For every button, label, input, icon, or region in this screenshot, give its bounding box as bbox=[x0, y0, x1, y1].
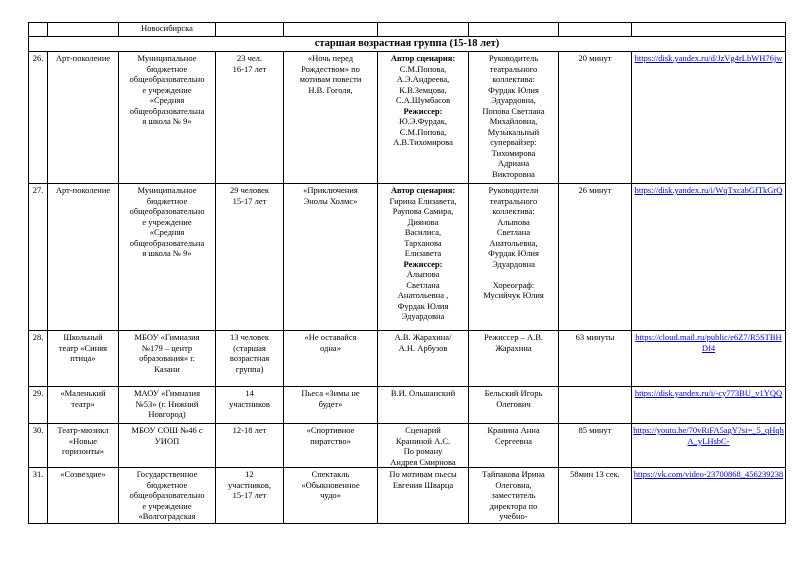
video-link[interactable]: https://disk.yandex.ru/d/JzVg4rLbWH76jw bbox=[634, 53, 783, 63]
row-number-cell: 27. bbox=[29, 184, 48, 331]
video-link-cell bbox=[632, 331, 786, 387]
video-link-cell bbox=[632, 23, 786, 37]
script-author-cell: В.И. Ольшанский bbox=[378, 387, 469, 424]
collective-name-cell: Школьный театр «Синяя птица» bbox=[48, 331, 119, 387]
video-link[interactable]: https://disk.yandex.ru/i/WqTxcabGfTkGrQ bbox=[634, 185, 783, 195]
video-link-cell bbox=[632, 468, 786, 524]
row-number-cell: 30. bbox=[29, 424, 48, 468]
play-title-cell: «Спортивное пиратство» bbox=[284, 424, 378, 468]
participants-cell bbox=[216, 23, 284, 37]
organization-cell: Новосибирска bbox=[119, 23, 216, 37]
row-number-cell: 29. bbox=[29, 387, 48, 424]
video-link-cell bbox=[632, 387, 786, 424]
video-link[interactable]: https://vk.com/video-23700868_456239238 bbox=[633, 469, 784, 479]
table-row bbox=[29, 468, 786, 524]
organization-cell: МБОУ СОШ №46 с УИОП bbox=[119, 424, 216, 468]
play-title-cell: Пьеса «Зимы не будет» bbox=[284, 387, 378, 424]
table-row bbox=[29, 387, 786, 424]
collective-name-cell bbox=[48, 23, 119, 37]
script-author-cell bbox=[378, 23, 469, 37]
leader-cell: Кранина Анна Сергеевна bbox=[469, 424, 559, 468]
script-author-cell: А.В. Жарахина/ А.Н. Арбузов bbox=[378, 331, 469, 387]
participants-cell: 12 участников, 15-17 лет bbox=[216, 468, 284, 524]
script-author-cell: Сценарий Краниной А.С. По роману Андрея Смирнова bbox=[378, 424, 469, 468]
video-link[interactable]: https://disk.yandex.ru/i/-cy773BU_v1YQQ bbox=[634, 388, 783, 398]
duration-cell bbox=[559, 23, 632, 37]
organization-cell: МБОУ «Гимназия №179 – центр образования» г. Казани bbox=[119, 331, 216, 387]
duration-cell: 58мин 13 сек. bbox=[559, 468, 632, 524]
row-number-cell: 31. bbox=[29, 468, 48, 524]
leader-cell: Руководитель театрального коллектива: Фурдак Юлия Эдуардовна, Попова Светлана Михайловна, Музыкальный супервайзер: Тихомирова Адриана Викторовна bbox=[469, 52, 559, 184]
organization-cell: МАОУ «Гимназия №53» (г. Нижний Новгород) bbox=[119, 387, 216, 424]
video-link-cell bbox=[632, 52, 786, 184]
video-link-cell bbox=[632, 424, 786, 468]
table-row bbox=[29, 331, 786, 387]
table-row bbox=[29, 184, 786, 331]
duration-cell: 85 минут bbox=[559, 424, 632, 468]
play-title-cell: «Не оставайся одна» bbox=[284, 331, 378, 387]
collective-name-cell: Арт-поколение bbox=[48, 52, 119, 184]
play-title-cell: «Ночь перед Рождеством» по мотивам повести Н.В. Гоголя, bbox=[284, 52, 378, 184]
duration-cell: 63 минуты bbox=[559, 331, 632, 387]
row-number-cell: 26. bbox=[29, 52, 48, 184]
leader-cell: Режиссер – А.В. Жарахина bbox=[469, 331, 559, 387]
collectives-table bbox=[28, 22, 786, 524]
script-author-cell: Автор сценария: С.М.Попова, А.Э.Андреева, К.В.Земцова, С.А.Шумбасов Режиссер: Ю.Э.Фурдак, С.М.Попова, А.В.Тихомирова bbox=[378, 52, 469, 184]
video-link-cell bbox=[632, 184, 786, 331]
script-author-cell: По мотивам пьесы Евгения Шварца bbox=[378, 468, 469, 524]
duration-cell: 26 минут bbox=[559, 184, 632, 331]
play-title-cell: Спектакль «Обыкновенное чудо» bbox=[284, 468, 378, 524]
play-title-cell bbox=[284, 23, 378, 37]
table-row bbox=[29, 52, 786, 184]
video-link[interactable]: https://youtu.be/70vRiFA5agY?si=_5_qHqhA_yLHsbC- bbox=[633, 425, 784, 446]
participants-cell: 14 участников bbox=[216, 387, 284, 424]
collective-name-cell: Арт-поколение bbox=[48, 184, 119, 331]
table-body bbox=[29, 23, 786, 524]
row-number-cell bbox=[29, 23, 48, 37]
organization-cell: Муниципальное бюджетное общеобразовательно е учреждение «Средняя общеобразовательна я школа № 9» bbox=[119, 184, 216, 331]
row-number-cell: 28. bbox=[29, 331, 48, 387]
collective-name-cell: «Маленький театр» bbox=[48, 387, 119, 424]
age-group-header: старшая возрастная группа (15-18 лет) bbox=[29, 37, 786, 52]
leader-cell bbox=[469, 23, 559, 37]
script-author-cell: Автор сценария: Гирина Елизавета, Раупова Самира, Диянова Василиса, Тарханова Елизавета Режиссер: Алыпова Светлана Анатольевна , Фурдак Юлия Эдуардовна bbox=[378, 184, 469, 331]
leader-cell: Бельский Игорь Олегович bbox=[469, 387, 559, 424]
age-group-header-row bbox=[29, 37, 786, 52]
participants-cell: 23 чел. 16-17 лет bbox=[216, 52, 284, 184]
leader-cell: Руководители театрального коллектива: Алыпова Светлана Анатольевна, Фурдак Юлия Эдуардовна Хореограф: Мусийчук Юлия bbox=[469, 184, 559, 331]
collective-name-cell: Театр-мюзикл «Новые горизонты» bbox=[48, 424, 119, 468]
leader-cell: Тайпакова Ирина Олеговна, заместитель директора по учебно- bbox=[469, 468, 559, 524]
participants-cell: 29 человек 15-17 лет bbox=[216, 184, 284, 331]
participants-cell: 12-18 лет bbox=[216, 424, 284, 468]
duration-cell: 20 минут bbox=[559, 52, 632, 184]
participants-cell: 13 человек (старшая возрастная группа) bbox=[216, 331, 284, 387]
organization-cell: Государственное бюджетное общеобразовательно е учреждение «Волгоградская bbox=[119, 468, 216, 524]
video-link[interactable]: https://cloud.mail.ru/public/e6Z7/R5STBHDf4 bbox=[635, 332, 782, 353]
play-title-cell: «Приключения Энолы Холмс» bbox=[284, 184, 378, 331]
table-row bbox=[29, 424, 786, 468]
organization-cell: Муниципальное бюджетное общеобразовательно е учреждение «Средняя общеобразовательна я школа № 9» bbox=[119, 52, 216, 184]
partial-row-previous-entry bbox=[29, 23, 786, 37]
duration-cell bbox=[559, 387, 632, 424]
collective-name-cell: «Созвездие» bbox=[48, 468, 119, 524]
